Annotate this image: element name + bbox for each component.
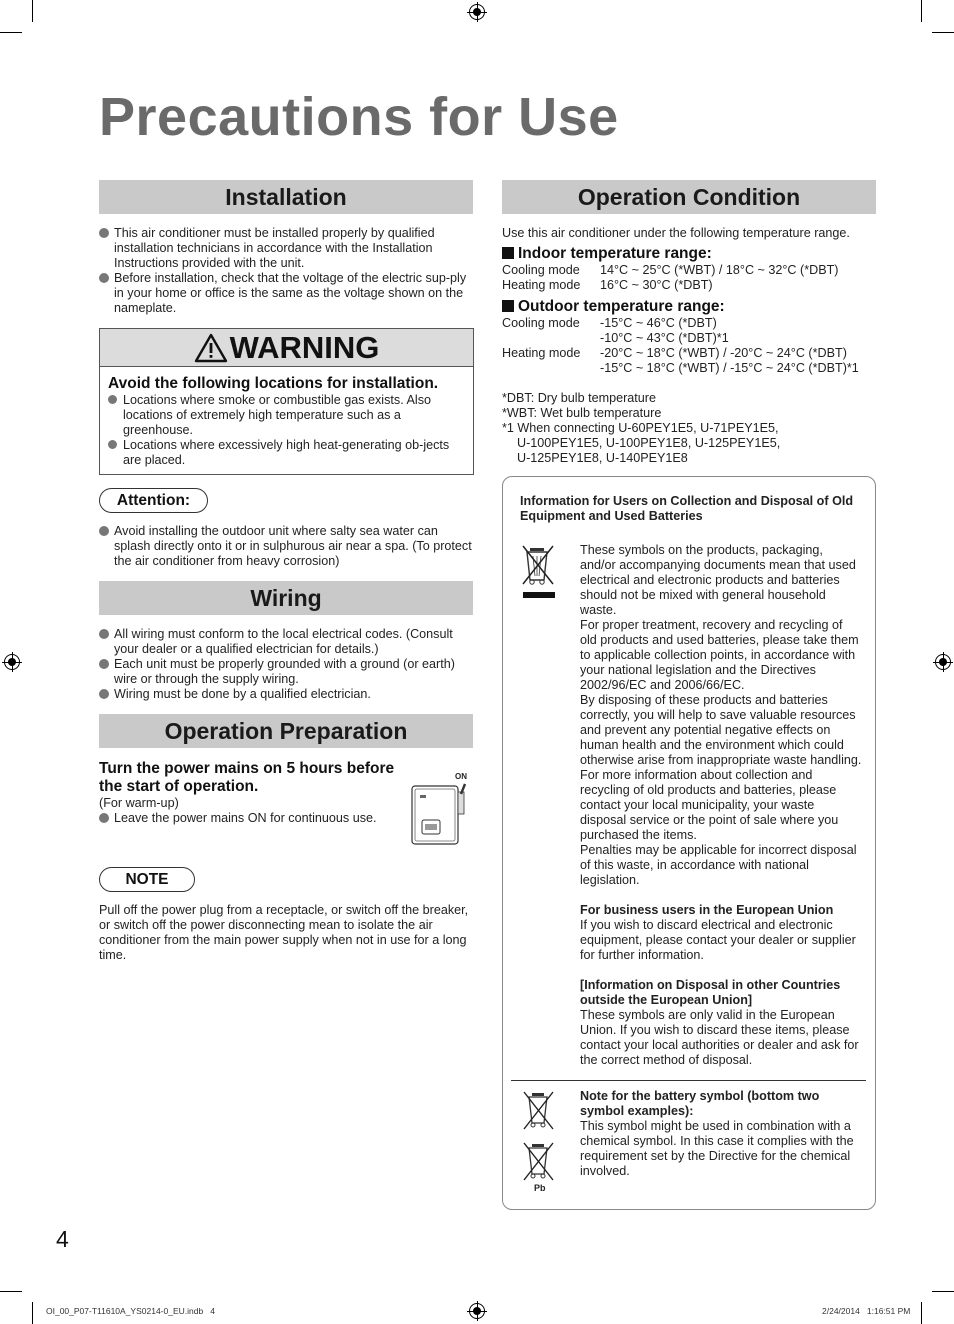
disposal-title: Information for Users on Collection and Disposal of Old Equipment and Used Batteries: [520, 494, 854, 523]
registration-mark-icon: [4, 654, 20, 670]
registration-mark-icon: [469, 1303, 485, 1319]
crossed-bin-icon: [519, 1089, 559, 1133]
disposal-paragraphs: These symbols on the products, packaging, and/or accompanying documents mean that used electrical and electronic products and batteries should not be mixed with general household waste. For proper treatment, recovery and recycling of old products and used batteries, please take them to applicable collection points, in accordance with your national legislation and the Directives 2002/96/EC and 2006/66/EC. By disposing of these products and batteries correctly, you will help to save valuable resources and prevent any potential negative effects on human health and the environment which could otherwise arise from inappropriate waste handling. For more information about collection and recycling of old products and batteries, please contact your local municipality, your waste disposal service or the point of sale where you purchased the items. Penalties may be applicable for incorrect disposal of this waste, in accordance with national legislation. For business users in the European Union If you wish to discard electrical and electronic equipment, please contact your dealer or supplier for further information. [Information on Disposal in other Countries outside the European Union] These symbols are only valid in the European Union. If you wish to discard these items, please contact your local authorities or dealer and ask for the correct method of disposal.: [580, 543, 862, 1067]
battery-heading: Note for the battery symbol (bottom two symbol examples):: [580, 1089, 820, 1118]
warning-triangle-icon: [194, 333, 228, 363]
outdoor-row: Heating mode -20°C ~ 18°C (*WBT) / -20°C ~ 24°C (*DBT) -15°C ~ 18°C (*WBT) / -15°C ~ 24°C (*DBT)*1: [502, 346, 859, 375]
warm-up-note: (For warm-up): [99, 796, 179, 810]
crop-mark: [32, 0, 33, 22]
pb-label: Pb: [534, 1183, 546, 1193]
operation-condition-heading: Operation Condition: [502, 180, 876, 214]
operation-preparation-body: [99, 760, 419, 826]
list-item: Leave the power mains ON for continuous use.: [99, 811, 419, 826]
crop-mark: [932, 1291, 954, 1292]
list-item: All wiring must conform to the local electrical codes. (Consult your dealer or a qualified electrician for details.): [99, 627, 475, 657]
crop-mark: [921, 0, 922, 22]
registration-mark-icon: [935, 654, 951, 670]
crossed-bin-pb-icon: [519, 1140, 559, 1184]
crossed-bin-icon: [519, 542, 559, 602]
on-label: ON: [455, 772, 467, 781]
outdoor-row: Cooling mode -15°C ~ 46°C (*DBT) -10°C ~ 43°C (*DBT)*1: [502, 316, 729, 345]
registration-mark-icon: [469, 4, 485, 20]
outside-eu-heading: [Information on Disposal in other Countries outside the European Union]: [580, 978, 841, 1007]
indoor-row: Heating mode 16°C ~ 30°C (*DBT): [502, 278, 713, 292]
list-item: Wiring must be done by a qualified electrician.: [99, 687, 475, 702]
attention-badge: Attention:: [99, 488, 208, 513]
footer-timestamp: 2/24/2014 1:16:51 PM: [822, 1306, 911, 1316]
list-item: Before installation, check that the voltage of the electric sup-ply in your home or office is the same as the voltage shown on the nameplate.: [99, 271, 475, 316]
square-bullet-icon: [502, 300, 514, 312]
operation-preparation-heading: Operation Preparation: [99, 714, 473, 748]
divider: [511, 1080, 866, 1081]
indoor-row: Cooling mode 14°C ~ 25°C (*WBT) / 18°C ~ 32°C (*DBT): [502, 263, 839, 277]
attention-list: [99, 524, 475, 569]
note-badge: NOTE: [99, 867, 195, 892]
crop-mark: [0, 1291, 22, 1292]
footer-file: OI_00_P07-T11610A_YS0214-0_EU.indb 4: [46, 1306, 216, 1316]
crop-mark: [932, 32, 954, 33]
warning-subheading: Avoid the following locations for installation.: [108, 375, 439, 392]
crop-mark: [0, 32, 22, 33]
footnotes: *DBT: Dry bulb temperature *WBT: Wet bulb temperature *1 When connecting U-60PEY1E5, U-71PEY1E5, U-100PEY1E5, U-100PEY1E8, U-125PEY1E5, U-125PEY1E8, U-140PEY1E8: [502, 391, 781, 465]
page-number: 4: [56, 1226, 69, 1252]
list-item: Locations where smoke or combustible gas exists. Also locations of extremely high temperature such as a greenhouse.: [108, 393, 465, 438]
intro-text: Use this air conditioner under the following temperature range.: [502, 226, 850, 240]
business-heading: For business users in the European Union: [580, 903, 834, 917]
page-title: Precautions for Use: [99, 87, 619, 147]
wiring-list: [99, 627, 475, 702]
list-item: Locations where excessively high heat-generating ob-jects are placed.: [108, 438, 465, 468]
wiring-heading: Wiring: [99, 581, 473, 615]
operation-condition-body: [502, 226, 882, 466]
installation-heading: Installation: [99, 180, 473, 214]
power-instruction: Turn the power mains on 5 hours before the start of operation.: [99, 760, 395, 795]
list-item: This air conditioner must be installed properly by qualified installation technicians in accordance with the Installation Instructions provided with the unit.: [99, 226, 475, 271]
crop-mark: [32, 1302, 33, 1324]
list-item: Avoid installing the outdoor unit where salty sea water can splash directly onto it or in sulphurous air near a spa. (To protect the air conditioner from heavy corrosion): [99, 524, 475, 569]
power-switch-illustration: [410, 772, 472, 848]
installation-list: [99, 226, 475, 316]
warning-box: [99, 328, 474, 475]
note-text: Pull off the power plug from a receptacle, or switch off the breaker, or switch off the power disconnecting mean to isolate the air conditioner from the main power supply when not in use for a long time.: [99, 903, 469, 962]
disposal-info-box: [502, 476, 876, 1210]
crop-mark: [921, 1302, 922, 1324]
outdoor-heading: Outdoor temperature range:: [502, 298, 882, 316]
square-bullet-icon: [502, 247, 514, 259]
indoor-heading: Indoor temperature range:: [502, 245, 882, 263]
list-item: Each unit must be properly grounded with a ground (or earth) wire or through the supply wiring.: [99, 657, 475, 687]
battery-note: Note for the battery symbol (bottom two symbol examples): This symbol might be used in combination with a chemical symbol. In this case it complies with the requirement set by the Directive for the chemical involved.: [580, 1089, 862, 1179]
warning-label: WARNING: [229, 329, 380, 365]
warning-header: [100, 329, 473, 367]
breaker-box-icon: [410, 782, 472, 848]
